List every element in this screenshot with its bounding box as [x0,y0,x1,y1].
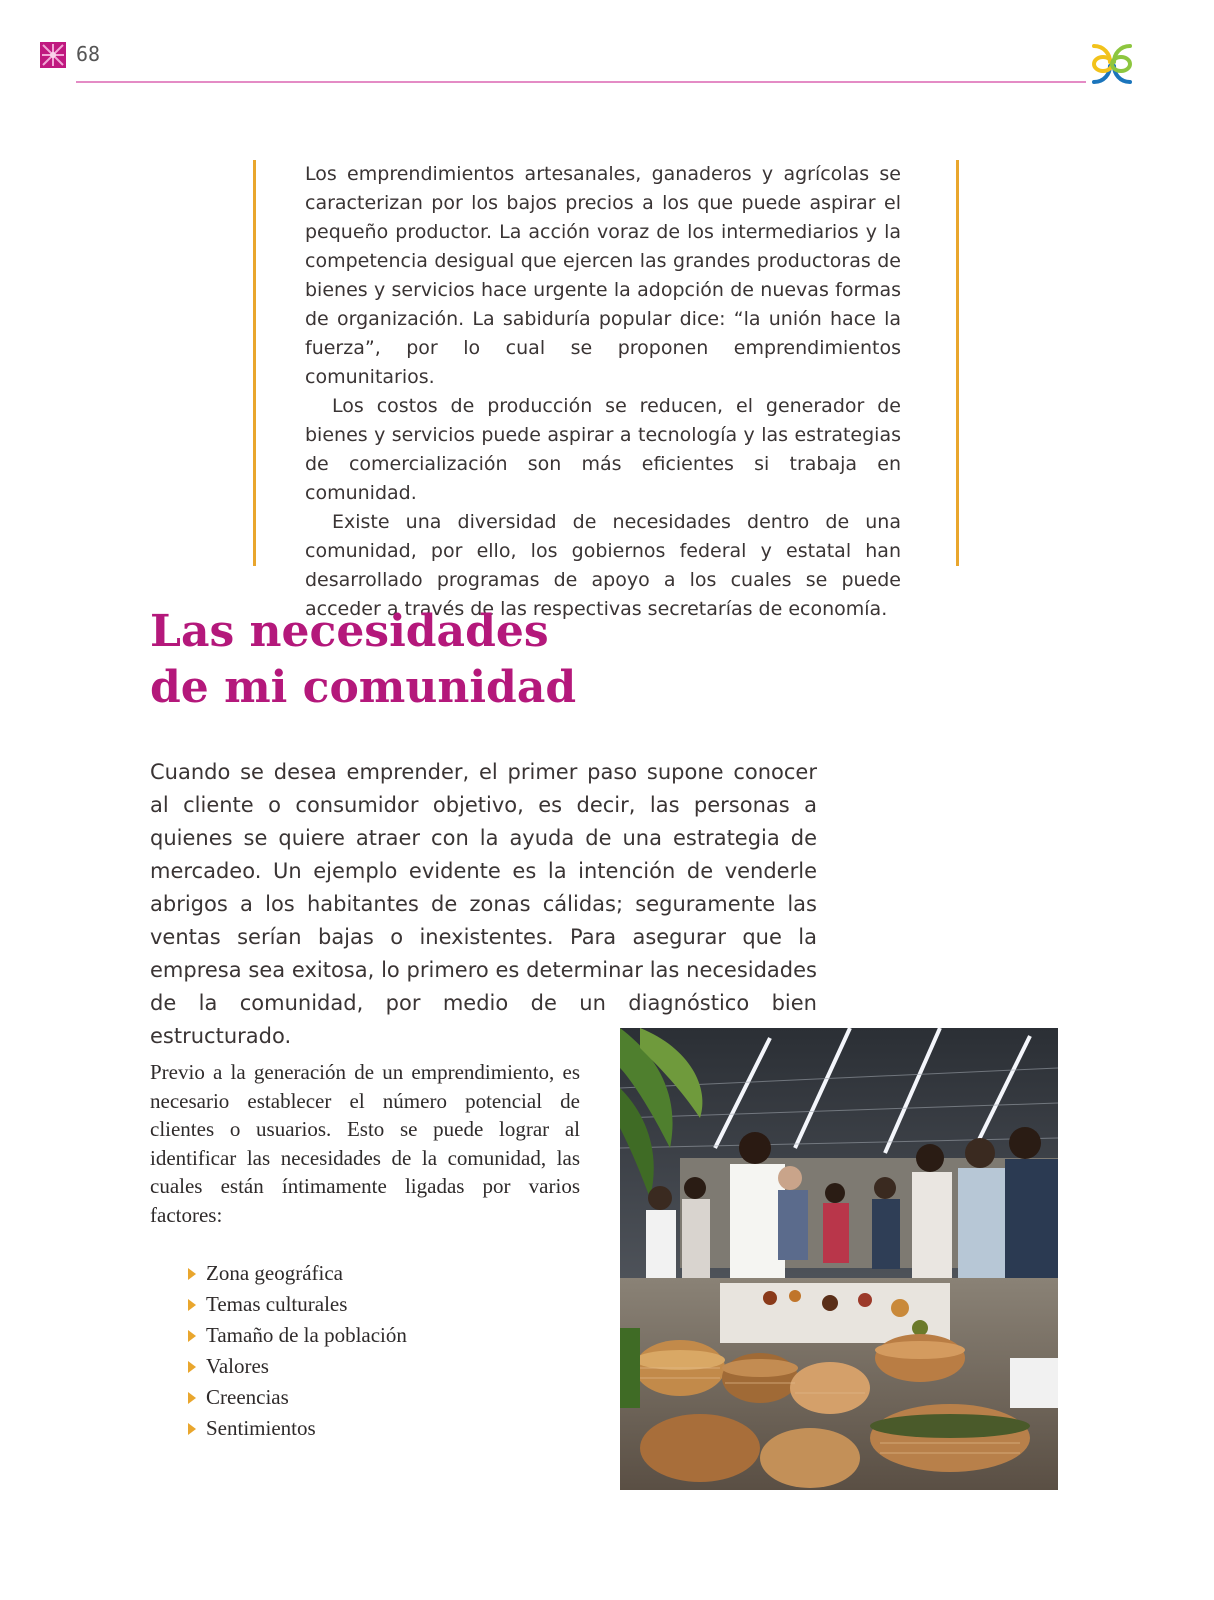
factor-label: Zona geográfica [206,1261,344,1285]
triangle-bullet-icon [188,1268,196,1280]
intro-paragraph: Existe una diversidad de necesidades dentro de una comunidad, por ello, los gobiernos federal y estatal han desarrollado programas de apoyo a los cuales se puede acceder a través de las respectivas secretarías de economía. [305,511,901,620]
intro-text [305,160,901,624]
body-paragraph: Cuando se desea emprender, el primer paso supone conocer al cliente o consumidor objetivo, es decir, las personas a quienes se quiere atraer con la ayuda de una estrategia de mercadeo. Un ejemplo evidente es la intención de venderle abrigos a los habitantes de zonas cálidas; seguramente las ventas serían bajas o inexistentes. Para asegurar que la empresa sea exitosa, lo primero es determinar las necesidades de la comunidad, por medio de un diagnóstico bien estructurado. [150,760,817,1048]
previo-paragraph: Previo a la generación de un emprendimiento, es necesario establecer el número potencial de clientes o usuarios. Esto se puede lograr al identificar las necesidades de la comunidad, las cuales están íntimamente ligadas por varios factores: [150,1060,580,1227]
intro-left-bar [253,160,256,566]
factor-label: Creencias [206,1385,289,1409]
header-rule [76,81,1086,83]
intro-box [253,160,959,620]
intro-paragraph: Los costos de producción se reducen, el generador de bienes y servicios puede aspirar a tecnología y las estrategias de comercialización son más eficientes si trabaja en comunidad. [305,395,901,504]
factor-label: Temas culturales [206,1292,348,1316]
list-item [186,1413,407,1444]
intro-paragraph: Los emprendimientos artesanales, ganaderos y agrícolas se caracterizan por los bajos precios a los que puede aspirar el pequeño productor. La acción voraz de los intermediarios y la competencia desigual que ejercen las grandes productoras de bienes y servicios hace urgente la adopción de nuevas formas de organización. La sabiduría popular dice: “la unión hace la fuerza”, por lo cual se proponen emprendimientos comunitarios. [305,163,901,388]
triangle-bullet-icon [188,1361,196,1373]
triangle-bullet-icon [188,1330,196,1342]
factor-label: Sentimientos [206,1416,316,1440]
section-title-line: Las necesidades [150,606,549,657]
market-photo [620,1028,1058,1490]
page-number: 68 [76,42,101,66]
factor-label: Tamaño de la población [206,1323,407,1347]
section-title [150,604,710,716]
section-title-line: de mi comunidad [150,662,577,713]
triangle-bullet-icon [188,1392,196,1404]
pink-ornament-icon [40,42,66,68]
intro-right-bar [956,160,959,566]
list-item [186,1382,407,1413]
list-item [186,1258,407,1289]
list-item [186,1351,407,1382]
triangle-bullet-icon [188,1299,196,1311]
factor-label: Valores [206,1354,269,1378]
factors-list [186,1258,407,1444]
interlinked-logo-icon [1088,40,1136,88]
triangle-bullet-icon [188,1423,196,1435]
list-item [186,1289,407,1320]
list-item [186,1320,407,1351]
